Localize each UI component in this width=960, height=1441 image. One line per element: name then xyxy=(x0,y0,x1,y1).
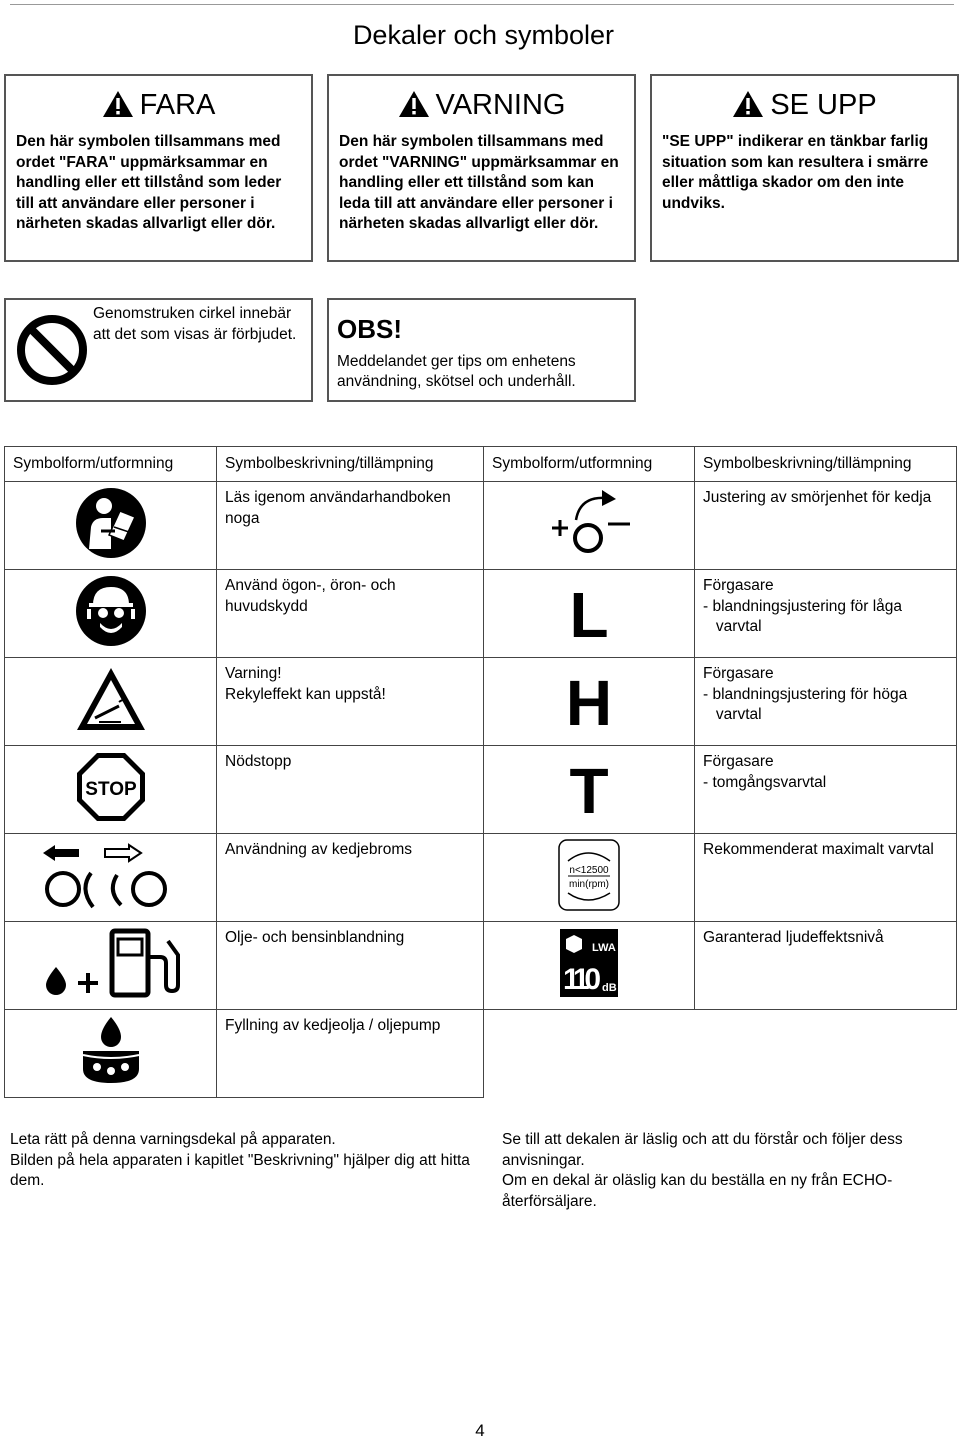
rpm-bottom-label: min(rpm) xyxy=(569,878,609,890)
prohibition-box xyxy=(4,298,313,402)
description-cell: Läs igenom användarhandboken noga xyxy=(217,482,484,570)
warning-triangle-icon xyxy=(732,90,764,118)
se-upp-heading: SE UPP xyxy=(652,90,957,120)
table-row xyxy=(5,1010,957,1098)
obs-title: OBS! xyxy=(337,314,402,344)
symbol-cell xyxy=(5,834,217,922)
warning-triangle-icon xyxy=(398,90,430,118)
symbol-cell xyxy=(484,746,695,834)
header-symbol-description: Symbolbeskrivning/tillämpning xyxy=(695,447,957,482)
table-row xyxy=(5,570,957,658)
header-symbol-description: Symbolbeskrivning/tillämpning xyxy=(217,447,484,482)
description-cell: Rekommenderat maximalt varvtal xyxy=(695,834,957,922)
table-row xyxy=(5,482,957,570)
page-title: Dekaler och symboler xyxy=(352,20,615,50)
stop-sign-icon xyxy=(75,751,147,823)
varning-box xyxy=(327,74,636,262)
letter-t-icon: T xyxy=(569,754,609,827)
fara-text: Den här symbolen tillsammans med ordet "FARA" uppmärksammar en handling eller ett tillstånd som leder till att användare eller personer i närheten skadas allvarligt eller dör. xyxy=(16,133,282,232)
obs-box xyxy=(327,298,636,402)
symbol-cell xyxy=(5,746,217,834)
fara-heading: FARA xyxy=(6,90,311,120)
table-row xyxy=(5,746,957,834)
max-rpm-icon xyxy=(558,839,620,911)
description-cell: Olje- och bensinblandning xyxy=(217,922,484,1010)
symbol-cell xyxy=(484,658,695,746)
db-unit: dB xyxy=(602,981,617,994)
description-cell: Nödstopp xyxy=(217,746,484,834)
symbol-cell xyxy=(5,570,217,658)
symbol-cell xyxy=(5,922,217,1010)
table-row xyxy=(5,658,957,746)
description-cell: Justering av smörjenhet för kedja xyxy=(695,482,957,570)
oil-fuel-mix-icon xyxy=(36,927,186,999)
prohibition-icon xyxy=(16,314,88,386)
varning-text: Den här symbolen tillsammans med ordet "VARNING" uppmärksammar en handling eller ett tillstånd som kan leda till att användare eller personer i närheten skadas allvarligt eller dör. xyxy=(339,133,619,232)
chain-oil-fill-icon xyxy=(75,1013,147,1089)
description-cell: Använd ögon-, öron- och huvudskydd xyxy=(217,570,484,658)
kickback-warning-icon xyxy=(75,666,147,732)
obs-text: Meddelandet ger tips om enhetens användning, skötsel och underhåll. xyxy=(337,353,576,390)
footer-left: Leta rätt på denna varningsdekal på apparaten. Bilden på hela apparaten i kapitlet "Beskrivning" hjälper dig att hitta dem. xyxy=(10,1131,470,1189)
table-row xyxy=(5,834,957,922)
description-cell: Förgasare - blandningsjustering för låga varvtal xyxy=(695,570,957,658)
symbol-cell xyxy=(484,482,695,570)
symbol-cell xyxy=(484,922,695,1010)
oil-adjust-icon xyxy=(534,488,644,558)
varning-heading: VARNING xyxy=(329,90,634,120)
symbol-cell xyxy=(484,834,695,922)
description-cell: Användning av kedjebroms xyxy=(217,834,484,922)
symbol-cell xyxy=(484,570,695,658)
symbol-cell xyxy=(5,1010,217,1098)
protective-gear-icon xyxy=(75,575,147,647)
symbol-cell xyxy=(5,482,217,570)
sound-level-icon xyxy=(560,929,618,997)
header-symbol-form: Symbolform/utformning xyxy=(5,447,217,482)
stop-label: STOP xyxy=(84,778,137,800)
chain-brake-icon xyxy=(41,839,181,911)
symbol-cell xyxy=(5,658,217,746)
description-cell: Varning! Rekyleffekt kan uppstå! xyxy=(217,658,484,746)
se-upp-box xyxy=(650,74,959,262)
symbol-table xyxy=(4,446,957,1098)
warning-triangle-icon xyxy=(102,90,134,118)
se-upp-text: "SE UPP" indikerar en tänkbar farlig situation som kan resultera i smärre eller måttliga skador om den inte undviks. xyxy=(662,133,929,212)
header-symbol-form: Symbolform/utformning xyxy=(484,447,695,482)
lwa-label: LWA xyxy=(592,941,616,954)
footer-right: Se till att dekalen är läslig och att du förstår och följer dess anvisningar. Om en dekal är oläslig kan du beställa en ny från ECHO-återförsäljare. xyxy=(502,1131,903,1210)
prohibition-text: Genomstruken cirkel innebär att det som visas är förbjudet. xyxy=(93,305,297,343)
fara-box xyxy=(4,74,313,262)
letter-l-icon: L xyxy=(569,578,609,651)
table-row xyxy=(5,922,957,1010)
table-header-row xyxy=(5,447,957,482)
top-rule xyxy=(10,4,954,5)
description-cell: Förgasare - tomgångsvarvtal xyxy=(695,746,957,834)
read-manual-icon xyxy=(75,487,147,559)
letter-h-icon: H xyxy=(565,666,613,739)
page-number: 4 xyxy=(475,1421,485,1440)
description-cell: Fyllning av kedjeolja / oljepump xyxy=(217,1010,484,1098)
rpm-top-label: n<12500 xyxy=(569,864,609,876)
description-cell: Förgasare - blandningsjustering för höga varvtal xyxy=(695,658,957,746)
description-cell: Garanterad ljudeffektsnivå xyxy=(695,922,957,1010)
db-value: 110 xyxy=(563,962,601,996)
